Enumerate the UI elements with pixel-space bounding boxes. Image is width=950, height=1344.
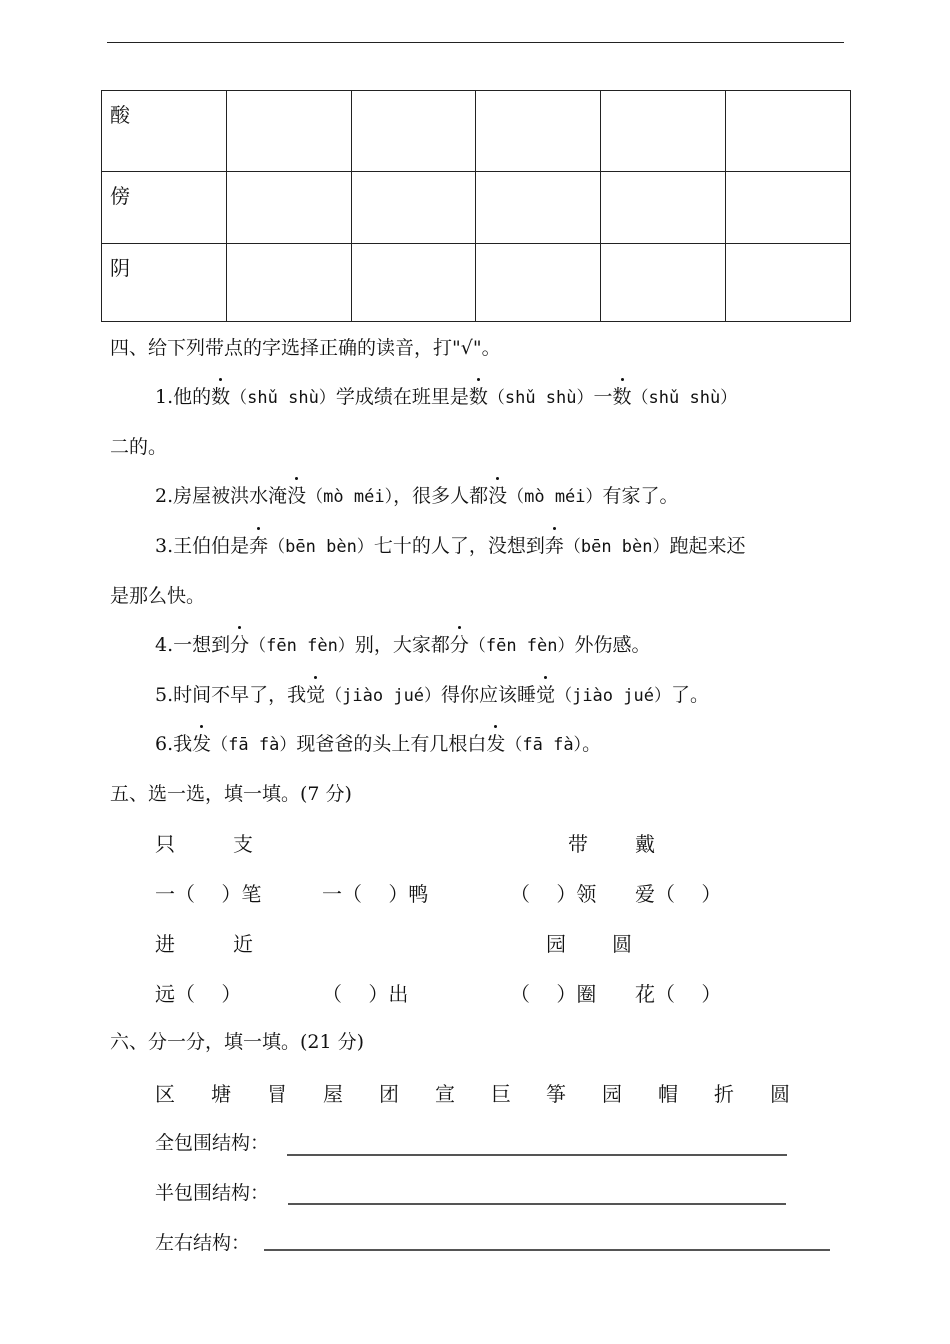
write-cell[interactable]: [226, 91, 351, 172]
table-row: [102, 244, 851, 322]
option-char: 近: [233, 932, 253, 956]
sort-char: 折: [714, 1082, 734, 1106]
pinyin-choice[interactable]: （jiào jué）: [555, 686, 671, 706]
sort-char: 屋: [323, 1082, 343, 1106]
q-text: 。: [582, 733, 602, 755]
dotted-char: 发: [486, 729, 505, 756]
question-4: [155, 630, 651, 657]
fill-blank[interactable]: 爱（ ）: [635, 882, 722, 906]
question-6: [155, 729, 601, 756]
dotted-char: 分: [230, 630, 249, 657]
q-text: 有家了。: [602, 485, 679, 507]
write-cell[interactable]: [726, 244, 851, 322]
dotted-char: 奔: [249, 531, 268, 558]
row-char: 阴: [102, 244, 227, 322]
sort-char: 圆: [770, 1082, 790, 1106]
full-enclosure-label: 全包围结构：: [155, 1132, 270, 1154]
pinyin-choice[interactable]: （fā fà）: [505, 735, 583, 755]
option-char: 进: [155, 932, 175, 956]
q-text: 了。: [670, 684, 709, 706]
q-text: 别，大家都: [354, 634, 450, 656]
fill-blank[interactable]: （ ）领: [510, 882, 597, 906]
row-char: 酸: [102, 91, 227, 172]
q-text: 4.一想到: [155, 634, 231, 656]
q-text: 2.房屋被洪水淹: [155, 485, 288, 507]
fill-blank[interactable]: 花（ ）: [635, 982, 722, 1006]
left-right-label: 左右结构：: [155, 1232, 251, 1254]
q-text: 6.我: [155, 733, 193, 755]
dotted-char: 没: [488, 481, 507, 508]
section5-title: 五、选一选，填一填。(7 分): [110, 783, 352, 805]
section4-title: 四、给下列带点的字选择正确的读音，打"√"。: [110, 337, 501, 359]
pinyin-choice[interactable]: （shǔ shù）: [230, 388, 336, 408]
write-cell[interactable]: [226, 172, 351, 244]
q-text: 现爸爸的头上有几根白: [296, 733, 487, 755]
q-text: ，很多人都: [393, 485, 489, 507]
fill-blank[interactable]: （ ）出: [322, 982, 409, 1006]
dotted-char: 数: [211, 382, 230, 409]
pinyin-choice[interactable]: （mò méi）: [507, 487, 603, 507]
fill-blank[interactable]: （ ）圈: [510, 982, 597, 1006]
pinyin-choice[interactable]: （shǔ shù）: [487, 388, 594, 408]
write-cell[interactable]: [476, 172, 601, 244]
fill-blank[interactable]: 一（ ）笔: [155, 882, 262, 906]
table-row: [102, 91, 851, 172]
sort-char: 巨: [491, 1082, 511, 1106]
dotted-char: 分: [450, 630, 469, 657]
write-cell[interactable]: [601, 91, 726, 172]
dotted-char: 数: [469, 382, 488, 409]
full-enclosure-answer-line[interactable]: [287, 1154, 787, 1156]
sort-char: 区: [155, 1082, 175, 1106]
fill-blank[interactable]: 远（ ）: [155, 982, 242, 1006]
write-cell[interactable]: [726, 172, 851, 244]
table-row: [102, 172, 851, 244]
pinyin-choice[interactable]: （bēn bèn）: [563, 537, 670, 557]
q-text: 外伤感。: [574, 634, 651, 656]
dotted-char: 觉: [306, 680, 325, 707]
dotted-char: 数: [613, 382, 632, 409]
q-text: 一: [593, 386, 613, 408]
question-1: [155, 382, 737, 409]
write-cell[interactable]: [476, 91, 601, 172]
header-rule: [107, 42, 844, 43]
write-cell[interactable]: [351, 172, 476, 244]
pinyin-choice[interactable]: （shǔ shù）: [631, 388, 738, 408]
option-char: 带: [568, 832, 588, 856]
sort-char: 筝: [546, 1082, 566, 1106]
q-text: 七十的人了，没想到: [373, 535, 545, 557]
left-right-answer-line[interactable]: [264, 1249, 830, 1251]
q-text: 跑起来还: [669, 535, 746, 557]
question-5: [155, 680, 709, 707]
sort-char: 塘: [211, 1082, 231, 1106]
question-2: [155, 481, 679, 508]
fill-blank[interactable]: 一（ ）鸭: [322, 882, 429, 906]
write-cell[interactable]: [601, 244, 726, 322]
q-text: 学成绩在班里是: [335, 386, 469, 408]
pinyin-choice[interactable]: （jiào jué）: [325, 686, 442, 706]
pinyin-choice[interactable]: （fēn fèn）: [249, 636, 355, 656]
sort-char: 团: [379, 1082, 399, 1106]
q-text: 1.他的: [155, 386, 212, 408]
option-char: 支: [233, 832, 253, 856]
half-enclosure-label: 半包围结构：: [155, 1182, 270, 1204]
question-3-cont: 是那么快。: [110, 585, 206, 607]
pinyin-choice[interactable]: （mò méi）: [306, 487, 394, 507]
practice-table: [101, 90, 851, 322]
q-text: 3.王伯伯是: [155, 535, 250, 557]
sort-char: 园: [602, 1082, 622, 1106]
option-char: 园: [546, 932, 566, 956]
question-3: [155, 531, 746, 558]
sort-char: 冒: [267, 1082, 287, 1106]
pinyin-choice[interactable]: （bēn bèn）: [268, 537, 374, 557]
option-char: 圆: [612, 932, 632, 956]
sort-char: 帽: [658, 1082, 678, 1106]
option-char: 只: [155, 832, 175, 856]
pinyin-choice[interactable]: （fēn fèn）: [468, 636, 575, 656]
write-cell[interactable]: [226, 244, 351, 322]
write-cell[interactable]: [476, 244, 601, 322]
q-text: 5.时间不早了，我: [155, 684, 307, 706]
q-text: 得你应该睡: [441, 684, 537, 706]
section6-title: 六、分一分，填一填。(21 分): [110, 1031, 365, 1053]
dotted-char: 奔: [545, 531, 564, 558]
row-char: 傍: [102, 172, 227, 244]
half-enclosure-answer-line[interactable]: [288, 1203, 786, 1205]
write-cell[interactable]: [601, 172, 726, 244]
dotted-char: 觉: [536, 680, 555, 707]
dotted-char: 发: [192, 729, 211, 756]
write-cell[interactable]: [726, 91, 851, 172]
pinyin-choice[interactable]: （fā fà）: [211, 735, 297, 755]
write-cell[interactable]: [351, 244, 476, 322]
dotted-char: 没: [287, 481, 306, 508]
option-char: 戴: [635, 832, 655, 856]
write-cell[interactable]: [351, 91, 476, 172]
question-1-cont: 二的。: [110, 436, 168, 458]
sort-char: 宣: [435, 1082, 455, 1106]
